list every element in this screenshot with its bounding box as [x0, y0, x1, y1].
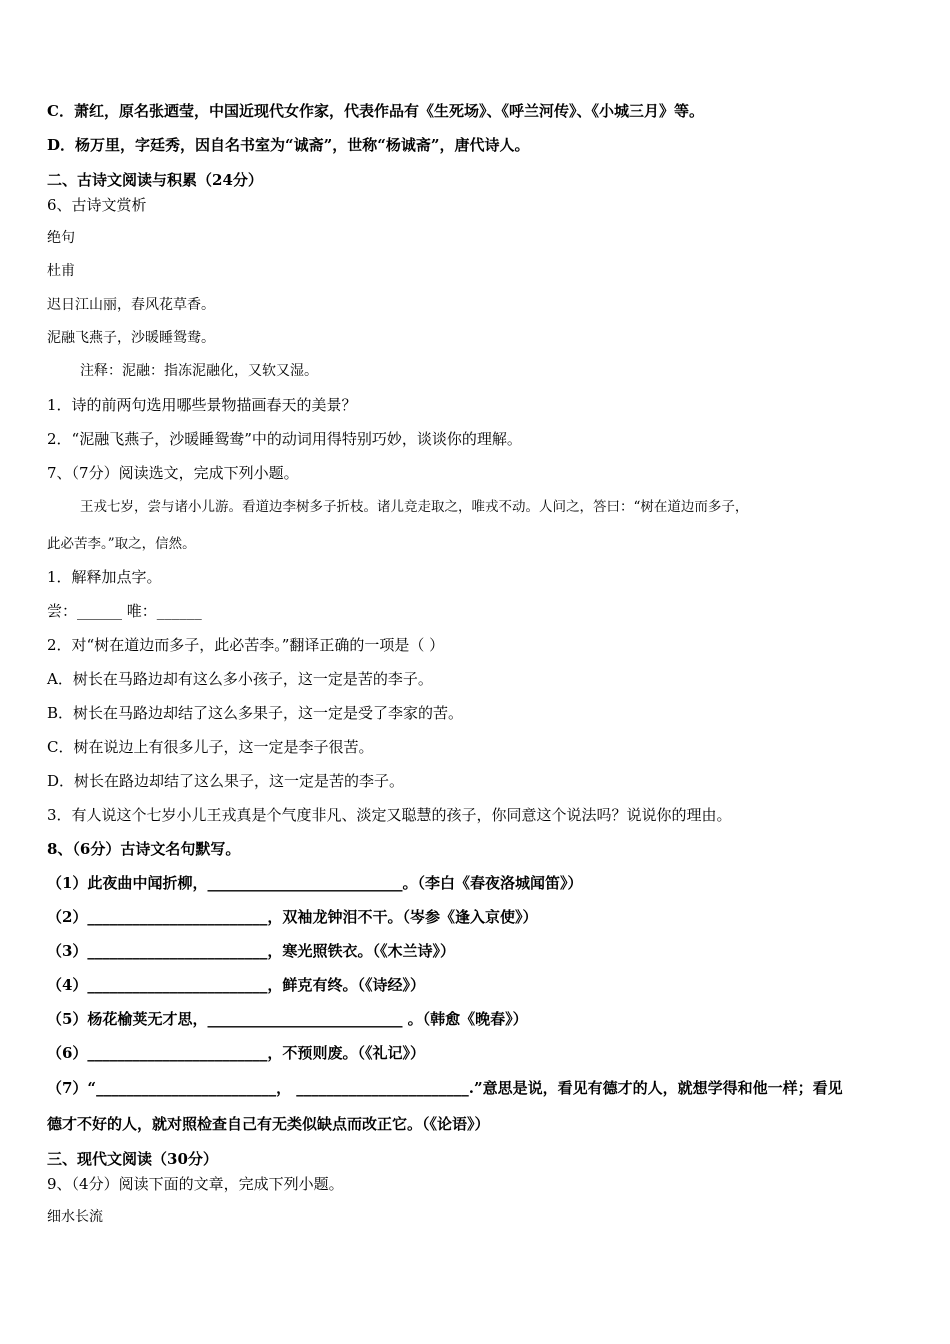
q7-option-a: A．树长在马路边却有这么多小孩子，这一定是苦的李子。	[47, 670, 433, 688]
q7-sub-3: 3．有人说这个七岁小儿王戎真是个气度非凡、淡定又聪慧的孩子，你同意这个说法吗？说说你的理由。	[47, 806, 732, 824]
q7-option-d: D．树长在路边却结了这么果子，这一定是苦的李子。	[47, 772, 405, 790]
q6-sub-2: 2．“泥融飞燕子，沙暖睡鸳鸯”中的动词用得特别巧妙，谈谈你的理解。	[47, 430, 522, 448]
q8-item-1: （1）此夜曲中闻折柳，__________________________。（李白《春夜洛城闻笛》）	[47, 874, 583, 892]
q8-item-4: （4）________________________，鲜克有终。（《诗经》）	[47, 976, 425, 994]
q8-item-6: （6）________________________，不预则废。（《礼记》）	[47, 1044, 425, 1062]
q8-item-7-line-1: （7）“________________________， _______________________.”意思是说，看见有德才的人，就想学得和他一样；看见	[47, 1079, 843, 1097]
poem-author: 杜甫	[47, 263, 75, 279]
q8-item-5: （5）杨花榆荚无才思，__________________________ 。（韩愈《晚春》）	[47, 1010, 528, 1028]
option-d: D．杨万里，字廷秀，因自名书室为“诚斋”，世称“杨诚斋”，唐代诗人。	[47, 136, 530, 154]
poem-line-1: 迟日江山丽，春风花草香。	[47, 297, 215, 313]
q7-title: 7、（7分）阅读选文，完成下列小题。	[47, 464, 299, 482]
q8-title: 8、（6分）古诗文名句默写。	[47, 840, 241, 858]
q7-option-c: C．树在说边上有很多儿子，这一定是李子很苦。	[47, 738, 374, 756]
q7-option-b: B．树长在马路边却结了这么多果子，这一定是受了李家的苦。	[47, 704, 464, 722]
poem-line-2: 泥融飞燕子，沙暖睡鸳鸯。	[47, 330, 215, 346]
section-2-heading: 二、古诗文阅读与积累（24分）	[47, 171, 263, 189]
q7-sub-1-blanks: 尝：______ 唯：______	[47, 602, 202, 620]
section-3-heading: 三、现代文阅读（30分）	[47, 1150, 218, 1168]
q8-item-2: （2）________________________，双袖龙钟泪不干。（岑参《逢入京使》）	[47, 908, 538, 926]
q7-passage-line-2: 此必苦李。”取之，信然。	[47, 536, 196, 552]
q6-title: 6、古诗文赏析	[47, 196, 147, 214]
q6-sub-1: 1．诗的前两句选用哪些景物描画春天的美景？	[47, 396, 357, 414]
q9-title: 9、（4分）阅读下面的文章，完成下列小题。	[47, 1175, 344, 1193]
q7-sub-1: 1．解释加点字。	[47, 568, 162, 586]
article-title: 细水长流	[47, 1209, 103, 1225]
poem-note: 注释：泥融：指冻泥融化，又软又湿。	[80, 363, 318, 379]
q8-item-3: （3）________________________，寒光照铁衣。（《木兰诗》）	[47, 942, 455, 960]
q8-item-7-line-2: 德才不好的人，就对照检查自己有无类似缺点而改正它。（《论语》）	[47, 1115, 490, 1133]
poem-title: 绝句	[47, 230, 75, 246]
q7-sub-2: 2．对“树在道边而多子，此必苦李。”翻译正确的一项是（ ）	[47, 636, 445, 654]
q7-passage-line-1: 王戎七岁，尝与诸小儿游。看道边李树多子折枝。诸儿竞走取之，唯戎不动。人问之，答曰：“树在道边而多子，	[80, 499, 749, 515]
option-c: C．萧红，原名张迺莹，中国近现代女作家，代表作品有《生死场》、《呼兰河传》、《小城三月》等。	[47, 102, 704, 120]
